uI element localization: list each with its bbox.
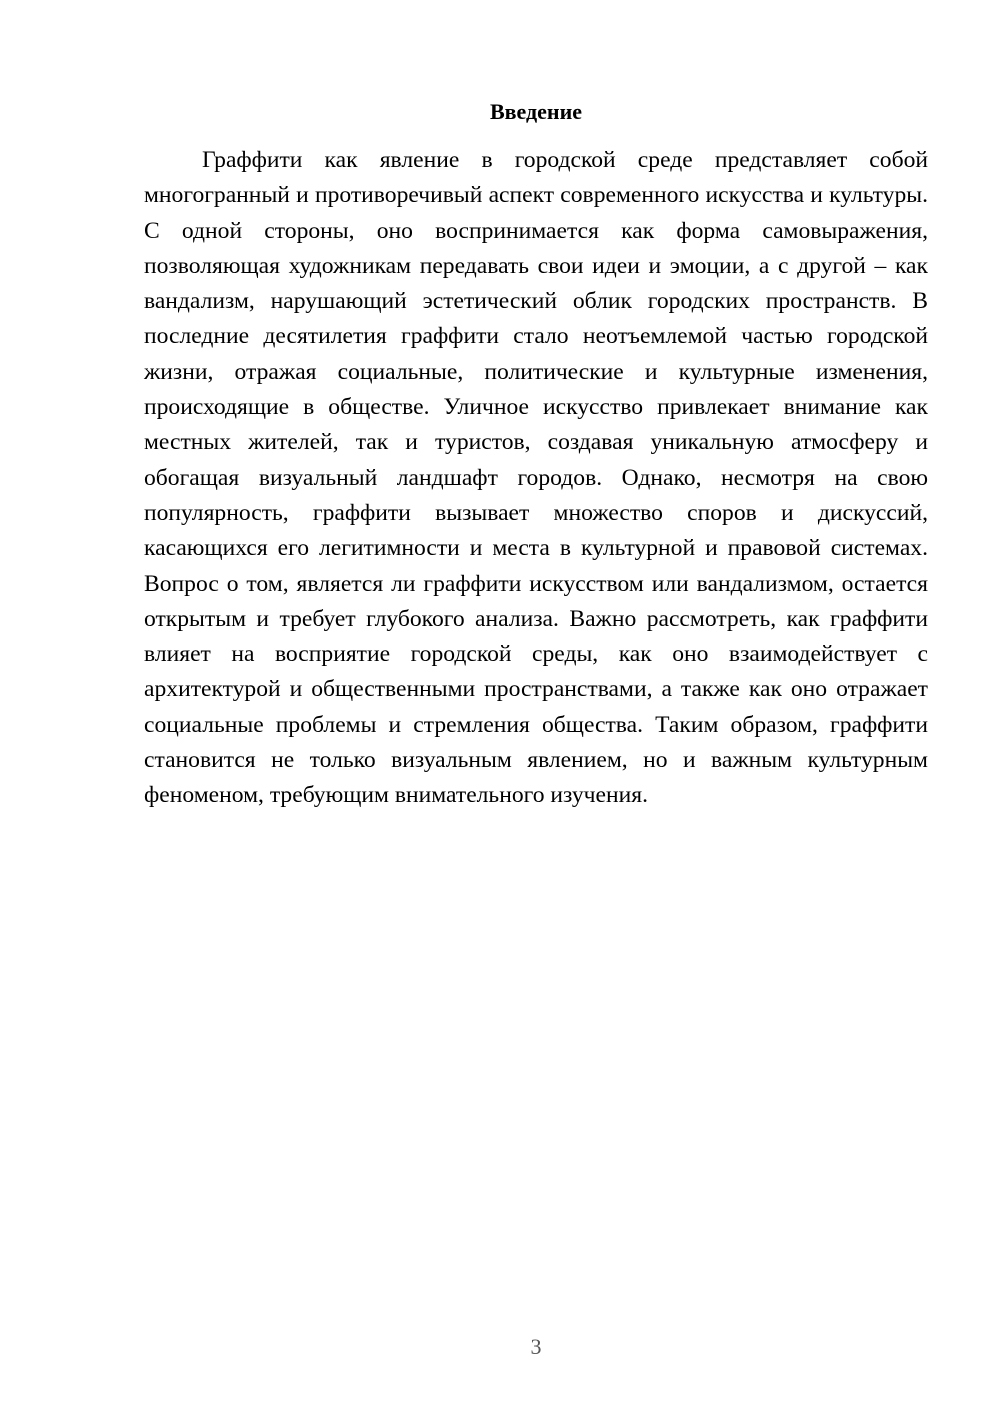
body-paragraph: Граффити как явление в городской среде представляет собой многогранный и противоречивый аспект современного искусства и культуры. С одной стороны, оно воспринимается как форма самовыражения, позволяющая художникам передавать свои идеи и эмоции, а с другой – как вандализм, нарушающий эстетический облик городских пространств. В последние десятилетия граффити стало неотъемлемой частью городской жизни, отражая социальные, политические и культурные изменения, происходящие в обществе. Уличное искусство привлекает внимание как местных жителей, так и туристов, создавая уникальную атмосферу и обогащая визуальный ландшафт городов. Однако, несмотря на свою популярность, граффити вызывает множество споров и дискуссий, касающихся его легитимности и места в культурной и правовой системах. Вопрос о том, является ли граффити искусством или вандализмом, остается открытым и требует глубокого анализа. Важно рассмотреть, как граффити влияет на восприятие городской среды, как оно взаимодействует с архитектурой и общественными пространствами, а также как оно отражает социальные проблемы и стремления общества. Таким образом, граффити становится не только визуальным явлением, но и важным культурным феноменом, требующим внимательного изучения. [144, 147, 928, 809]
page-number: 3 [530, 1334, 542, 1359]
section-heading: Введение [489, 99, 583, 124]
